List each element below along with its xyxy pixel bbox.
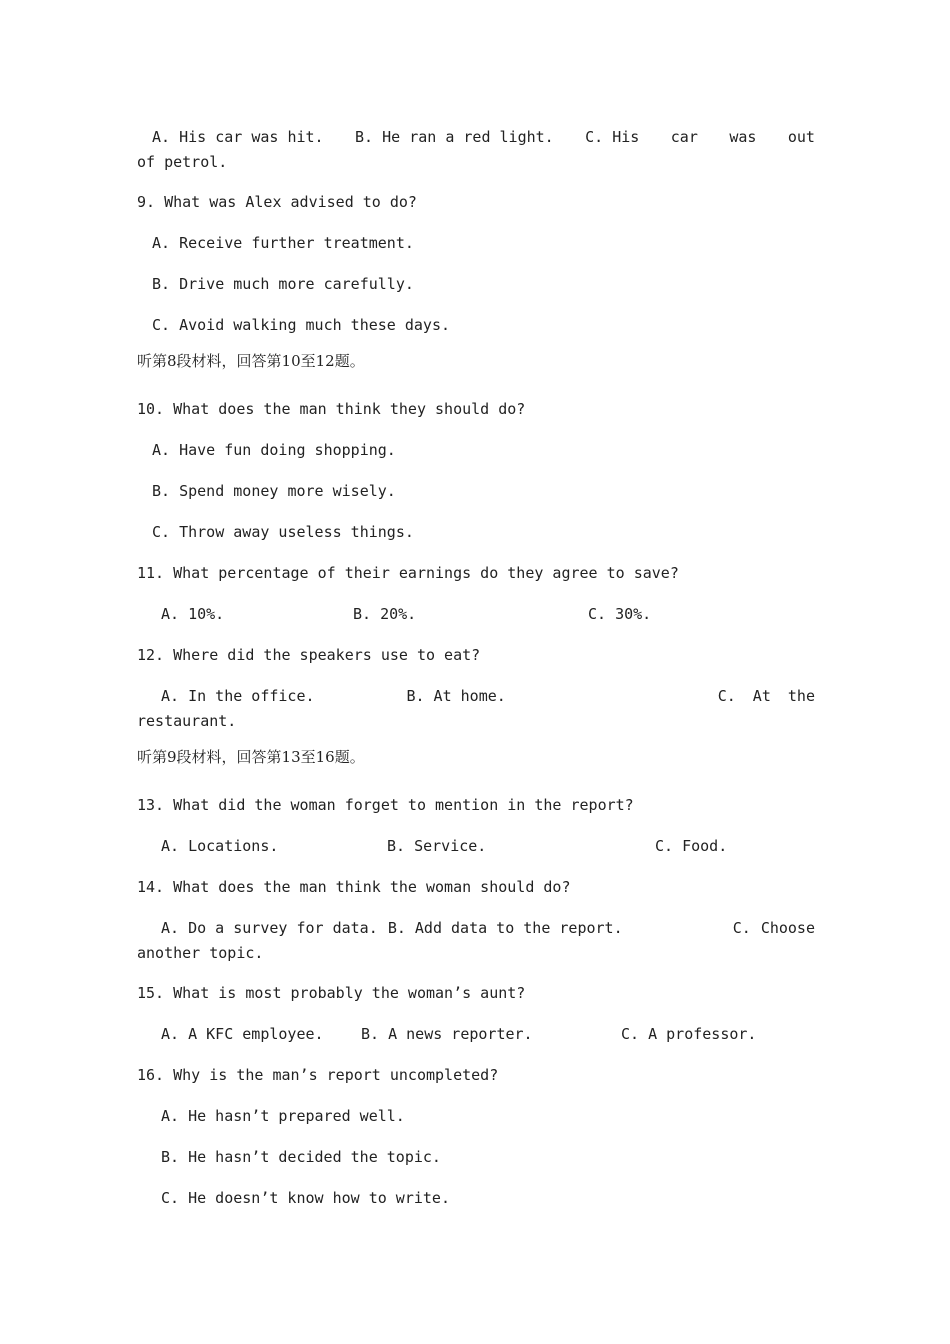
q11-option-b: B. 20%. <box>353 605 417 623</box>
q14-option-c-word: Choose <box>760 919 815 937</box>
q8-option-b: B. He ran a red light. <box>355 128 554 146</box>
section-9-heading: 听第9段材料，回答第13至16题。 <box>137 748 365 766</box>
q9-option-c: C. Avoid walking much these days. <box>152 316 451 334</box>
q8-option-c-word4: out <box>787 128 815 146</box>
q9-option-b: B. Drive much more carefully. <box>152 275 414 293</box>
q12-option-b: B. At home. <box>406 687 506 705</box>
q11-stem: 11. What percentage of their earnings do they agree to save? <box>137 564 679 582</box>
q9-stem: 9. What was Alex advised to do? <box>137 193 417 211</box>
q12-options <box>137 684 815 734</box>
q14-option-c-cont: another topic. <box>137 944 264 962</box>
q14-option-a: A. Do a survey for data. <box>161 919 378 937</box>
q10-option-c: C. Throw away useless things. <box>152 523 414 541</box>
q13-option-c: C. Food. <box>655 837 728 855</box>
q13-option-b: B. Service. <box>387 837 487 855</box>
q10-option-a: A. Have fun doing shopping. <box>152 441 396 459</box>
q15-option-c: C. A professor. <box>621 1025 757 1043</box>
q8-option-c-word2: car <box>670 128 698 146</box>
q8-options <box>137 125 815 175</box>
q15-option-a: A. A KFC employee. <box>161 1025 324 1043</box>
q13-stem: 13. What did the woman forget to mention in the report? <box>137 796 634 814</box>
q8-option-c-cont: of petrol. <box>137 153 228 171</box>
q12-option-a: A. In the office. <box>161 687 315 705</box>
q12-stem: 12. Where did the speakers use to eat? <box>137 646 481 664</box>
q12-option-c-cont: restaurant. <box>137 712 237 730</box>
q14-option-c-label: C. <box>732 919 751 937</box>
q12-option-c: C. At the <box>717 687 815 705</box>
q14-stem: 14. What does the man think the woman should do? <box>137 878 571 896</box>
section-8-heading: 听第8段材料，回答第10至12题。 <box>137 352 365 370</box>
q8-option-c-word1: C. His <box>585 128 640 146</box>
q11-option-a: A. 10%. <box>161 605 225 623</box>
q10-stem: 10. What does the man think they should do? <box>137 400 526 418</box>
q16-option-b: B. He hasn’t decided the topic. <box>161 1148 441 1166</box>
q9-option-a: A. Receive further treatment. <box>152 234 414 252</box>
q14-option-b: B. Add data to the report. <box>387 919 623 937</box>
q16-option-a: A. He hasn’t prepared well. <box>161 1107 405 1125</box>
q15-option-b: B. A news reporter. <box>361 1025 533 1043</box>
q16-option-c: C. He doesn’t know how to write. <box>161 1189 450 1207</box>
q8-option-a: A. His car was hit. <box>152 128 324 146</box>
q15-stem: 15. What is most probably the woman’s aunt? <box>137 984 526 1002</box>
q10-option-b: B. Spend money more wisely. <box>152 482 396 500</box>
q14-options <box>137 916 815 966</box>
q16-stem: 16. Why is the man’s report uncompleted? <box>137 1066 499 1084</box>
q11-option-c: C. 30%. <box>588 605 652 623</box>
q13-option-a: A. Locations. <box>161 837 279 855</box>
q8-option-c-word3: was <box>729 128 757 146</box>
